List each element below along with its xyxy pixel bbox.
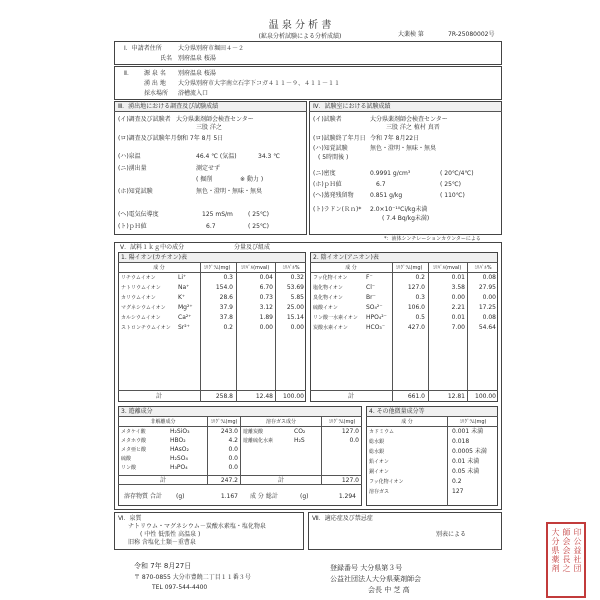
onsite-row-value: 大分県薬剤師会検査センター — [176, 116, 254, 123]
minor-name: 溶存ガス — [369, 489, 390, 495]
free-col-gas-mg: ﾐﾘｸﾞﾗﾑ(mg) — [328, 419, 356, 425]
cation-total-label: 計 — [155, 393, 162, 400]
free-mg: 0.0 — [228, 455, 238, 462]
anion-formula: HPO₄²⁻ — [366, 314, 387, 321]
anion-formula: Cl⁻ — [366, 284, 376, 291]
minor-name: 総水銀 — [369, 439, 385, 445]
cation-mval: 1.89 — [259, 314, 273, 321]
lab-row-label: (ホ)ｐＨ値 — [313, 181, 342, 188]
official-seal: 大 分 県 薬 剤 師 会 会 長 之 印 公 益 社 団 — [546, 522, 586, 598]
minor-title: 4. その他微量成分等 — [369, 408, 425, 415]
free-mg: 0.0 — [228, 446, 238, 453]
location-label: 湧 出 地 — [144, 80, 166, 87]
onsite-row-label: (ヘ)電気伝導度 — [118, 211, 159, 218]
anion-col-mg: ﾐﾘｸﾞﾗﾑ(mg) — [395, 265, 423, 271]
cation-mg: 0.2 — [223, 324, 233, 331]
minor-value: 0.018 — [452, 438, 470, 445]
cation-name: リチウムイオン — [121, 275, 156, 281]
cation-name: ナトリウムイオン — [121, 285, 161, 291]
onsite-row-label: (イ)調査及び試験者 — [118, 116, 171, 123]
free-mg: 4.2 — [228, 437, 238, 444]
cation-col-component: 成 分 — [153, 265, 165, 271]
dissolved-total-value: 1.167 — [220, 493, 238, 500]
cation-pct: 5.85 — [290, 294, 304, 301]
minor-value: 0.01 未満 — [452, 458, 480, 465]
lab-row-value2: ( 20℃/4℃) — [440, 170, 474, 177]
cation-name: マグネシウムイオン — [121, 305, 166, 311]
onsite-row-label: (ホ)知覚試験 — [118, 188, 153, 195]
source-name-label: 源 泉 名 — [144, 70, 166, 77]
cation-pct: 25.00 — [286, 304, 304, 311]
anion-mval: 7.00 — [451, 324, 465, 331]
free-name: メタホウ酸 — [121, 438, 147, 444]
gas-mg: 0.0 — [349, 437, 359, 444]
minor-name: フッ化物イオン — [369, 479, 404, 485]
lab-row-value2: ( 25℃) — [440, 181, 461, 188]
anion-mg: 0.2 — [415, 274, 425, 281]
lab-row-value: 令和 7年 8月22日 — [370, 135, 420, 142]
cation-total-mg: 258.8 — [215, 393, 233, 400]
applicant-name-label: 氏名 — [160, 55, 173, 62]
onsite-row-value2: 三股 洋之 — [196, 124, 222, 131]
minor-value: 127 — [452, 488, 464, 495]
free-col-gas: 溶存ガス成分 — [265, 419, 296, 425]
quality-line-3: 旧称 含塩化土類－重曹泉 — [128, 539, 196, 546]
issue-date: 令和 7年 8月27日 — [134, 562, 192, 570]
section-applicant — [114, 41, 502, 65]
onsite-row-value: 6.7 — [206, 223, 216, 230]
cation-pct: 0.00 — [290, 324, 304, 331]
quality-line-2: ( 中性 低張性 高温泉 ) — [140, 531, 201, 538]
cation-total-mval: 12.48 — [255, 393, 273, 400]
source-name: 別府温泉 桜湯 — [178, 70, 216, 77]
dissolved-total-label: 溶存物質 合計 — [124, 493, 162, 500]
lab-row-label: (ヘ)蒸発残留物 — [313, 192, 354, 199]
onsite-row-label: (ハ)泉温 — [118, 153, 141, 160]
minor-col-component: 成 分 — [401, 419, 413, 425]
anion-formula: HCO₃⁻ — [366, 324, 385, 331]
anion-name: 硫酸イオン — [313, 305, 338, 311]
minor-value: 0.05 未満 — [452, 468, 480, 475]
lab-row-label: (イ)試験者 — [313, 116, 342, 123]
free-col-nondiss: 非解離成分 — [150, 419, 176, 425]
cation-mval: 3.12 — [259, 304, 273, 311]
sampling-label: 採水場所 — [144, 90, 169, 97]
cation-mval: 0.73 — [259, 294, 273, 301]
free-col-mg: ﾐﾘｸﾞﾗﾑ(mg) — [210, 419, 238, 425]
anion-mg: 106.0 — [407, 304, 425, 311]
onsite-row-value: 令和 7年 8月 5日 — [176, 135, 224, 142]
chairperson: 会長 中 芝 高 — [368, 586, 410, 594]
footer-tel: TEL 097-544-4400 — [152, 584, 208, 591]
minor-name: 銅イオン — [369, 469, 389, 475]
cation-mval: 0.00 — [259, 324, 273, 331]
anion-name: フッ化物イオン — [313, 275, 348, 281]
lab-row-label: (ロ)試験終了年月日 — [313, 135, 366, 142]
minor-name: カドミウム — [369, 429, 394, 435]
gas-total-mg: 127.0 — [341, 477, 359, 484]
lab-row-value2: ( 7.4 Bq/kg未満) — [382, 215, 430, 222]
onsite-row-value: 測定せず — [196, 165, 221, 172]
free-formula: H₂SiO₃ — [170, 428, 190, 435]
cation-name: ストロンチウムイオン — [121, 325, 171, 331]
reference-number: 7R-25080002号 — [448, 31, 495, 38]
anion-col-component: 成 分 — [345, 265, 357, 271]
lab-row-value: 2.0×10⁻¹⁰Ci/kg未満 — [370, 206, 428, 213]
free-mg: 0.0 — [228, 464, 238, 471]
cation-formula: Na⁺ — [178, 284, 190, 291]
anion-name: 炭酸水素イオン — [313, 325, 348, 331]
gas-formula: CO₂ — [294, 428, 306, 435]
anion-col-mvalpct: ﾐﾘﾊﾞﾙ% — [474, 265, 492, 271]
anion-mg: 0.3 — [415, 294, 425, 301]
lab-row-label: (ト)ラドン(Ｒｎ)* — [313, 206, 362, 213]
onsite-row-value2: ( 25℃) — [248, 211, 269, 218]
minor-name: 総水銀 — [369, 449, 385, 455]
cation-mg: 28.6 — [219, 294, 233, 301]
anion-pct: 0.08 — [482, 274, 496, 281]
anion-mval: 0.01 — [451, 274, 465, 281]
indications-heading: Ⅶ．適応症及び禁忌症 — [312, 515, 373, 522]
lab-heading: Ⅳ．試験室における試験成績 — [313, 103, 391, 110]
anion-name: リン酸一水素イオン — [313, 315, 358, 321]
free-name: メタ亜ヒ酸 — [121, 447, 147, 453]
anion-mval: 0.01 — [451, 314, 465, 321]
anion-formula: Br⁻ — [366, 294, 376, 301]
free-mg: 243.0 — [220, 428, 238, 435]
cation-col-mvalpct: ﾐﾘﾊﾞﾙ% — [282, 265, 300, 271]
onsite-row-value2: 34.3 ℃ — [258, 153, 281, 160]
anion-pct: 54.64 — [478, 324, 496, 331]
radon-footnote: *：液体シンチレーションカウンターによる — [384, 236, 481, 242]
anion-mval: 3.58 — [451, 284, 465, 291]
onsite-row-value2: ( 25℃) — [248, 223, 269, 230]
cation-name: カルシウムイオン — [121, 315, 161, 321]
lab-row-label: ( 5時間後 ) — [318, 154, 349, 161]
location-value: 大分県別府市大字南立石字下コガ４１１－９、４１１－１１ — [178, 80, 341, 87]
minor-value: 0.2 — [452, 478, 462, 485]
free-formula: H₃PO₄ — [170, 464, 188, 471]
anion-total-label: 計 — [347, 393, 354, 400]
anion-total-mval: 12.81 — [447, 393, 465, 400]
free-formula: HBO₂ — [170, 437, 186, 444]
free-total-mg: 247.2 — [220, 477, 238, 484]
sampling-value: 浴槽流入口 — [178, 90, 209, 97]
onsite-row-value: 無色・澄明・無味・無臭 — [196, 188, 263, 195]
lab-row-value: 0.851 g/kg — [370, 192, 403, 199]
gas-formula: H₂S — [294, 437, 305, 444]
lab-row-label: (ハ)知覚試験 — [313, 145, 348, 152]
free-title: 3. 遊離成分 — [121, 408, 153, 415]
cation-col-mval: ﾐﾘﾊﾞﾙ(mval) — [240, 265, 270, 271]
onsite-heading: Ⅲ．湧出地における調査及び試験成績 — [118, 103, 219, 110]
free-formula: HAsO₂ — [170, 446, 189, 453]
composition-total-value: 1.294 — [338, 493, 356, 500]
cation-pct: 0.32 — [290, 274, 304, 281]
free-name: リン酸 — [121, 465, 137, 471]
cation-col-mg: ﾐﾘｸﾞﾗﾑ(mg) — [203, 265, 231, 271]
cation-formula: Mg²⁺ — [178, 304, 193, 311]
cation-formula: K⁺ — [178, 294, 186, 301]
minor-name: 鉛イオン — [369, 459, 389, 465]
quality-heading: Ⅵ．泉質 — [118, 515, 142, 522]
lab-row-value: 6.7 — [376, 181, 386, 188]
anion-pct: 0.08 — [482, 314, 496, 321]
anion-formula: SO₄²⁻ — [366, 304, 383, 311]
anion-col-mval: ﾐﾘﾊﾞﾙ(mval) — [432, 265, 462, 271]
free-total-label: 計 — [159, 477, 166, 484]
gas-total-label: 計 — [277, 477, 284, 484]
anion-pct: 27.95 — [478, 284, 496, 291]
dissolved-total-unit: (g) — [176, 493, 185, 500]
onsite-row-value: ( 掘削 — [196, 176, 213, 183]
quality-line-1: ナトリウム・マグネシウム－炭酸水素塩・塩化物泉 — [128, 523, 266, 530]
components-heading-2: 分量及び組成 — [234, 244, 271, 251]
anion-name: 塩化物イオン — [313, 285, 343, 291]
onsite-row-label: (ロ)調査及び試験年月日 — [118, 135, 183, 142]
onsite-row-value: 46.4 ℃ (気温) — [196, 153, 237, 160]
registration-number: 登録番号 大分県第３号 — [330, 564, 403, 572]
anion-mg: 127.0 — [407, 284, 425, 291]
components-heading: Ⅴ．試料１ｋｇ中の成分 — [120, 244, 185, 251]
cation-formula: Ca²⁺ — [178, 314, 192, 321]
gas-name: 遊離硫化水素 — [243, 438, 274, 444]
applicant-address: 大分県別府市堀田４－２ — [178, 45, 245, 52]
cation-formula: Li⁺ — [178, 274, 187, 281]
cation-pct: 53.69 — [286, 284, 304, 291]
anion-total-mg: 661.0 — [407, 393, 425, 400]
composition-total-unit: (g) — [300, 493, 309, 500]
anion-mval: 2.21 — [451, 304, 465, 311]
onsite-row-label: (ト)ｐＨ値 — [118, 223, 147, 230]
anion-mg: 0.5 — [415, 314, 425, 321]
footer-address: 〒 870-0855 大分市豊饒二丁目１１番３号 — [134, 574, 251, 581]
document-subtitle: (鉱泉分析試験による分析成績) — [258, 33, 342, 40]
lab-row-value: 大分県薬剤師会検査センター — [370, 116, 448, 123]
reference-label: 大薬検 第 — [398, 31, 424, 38]
cation-name: カリウムイオン — [121, 295, 156, 301]
anion-mval: 0.00 — [451, 294, 465, 301]
anion-name: 臭化物イオン — [313, 295, 343, 301]
cation-mg: 37.9 — [219, 304, 233, 311]
onsite-row-label: (ニ)湧出量 — [118, 165, 147, 172]
lab-row-value: 0.9991 g/cm³ — [370, 170, 411, 177]
anion-title: 2. 陰イオン(アニオン)表 — [313, 254, 379, 261]
cation-formula: Sr²⁺ — [178, 324, 190, 331]
cation-mval: 6.70 — [259, 284, 273, 291]
document-title: 温 泉 分 析 書 — [268, 20, 332, 31]
gas-mg: 127.0 — [341, 428, 359, 435]
cation-pct: 15.14 — [286, 314, 304, 321]
anion-pct: 17.25 — [478, 304, 496, 311]
cation-mg: 154.0 — [215, 284, 233, 291]
organization-name: 公益社団法人大分県薬剤師会 — [330, 575, 421, 583]
source-heading: Ⅱ． — [124, 70, 133, 77]
cation-mval: 0.04 — [259, 274, 273, 281]
cation-mg: 37.8 — [219, 314, 233, 321]
cation-title: 1. 陽イオン(カチオン)表 — [121, 254, 188, 261]
applicant-heading: Ⅰ．申請者住所 — [124, 45, 162, 52]
onsite-row-value: 125 mS/m — [202, 211, 233, 218]
cation-mg: 0.3 — [223, 274, 233, 281]
minor-value: 0.001 未満 — [452, 428, 484, 435]
gas-name: 遊離炭酸 — [243, 429, 264, 435]
minor-value: 0.0005 未満 — [452, 448, 487, 455]
minor-col-mg: ﾐﾘｸﾞﾗﾑ(mg) — [459, 419, 487, 425]
applicant-name: 別府温泉 桜湯 — [178, 55, 216, 62]
lab-row-value2: 三股 洋之 植村 真晋 — [386, 124, 440, 131]
onsite-row-value2: ※ 動力 ) — [240, 176, 264, 183]
lab-row-value: 無色・澄明・無味・無臭 — [370, 145, 437, 152]
indications-body: 別表による — [436, 531, 467, 538]
cation-total-pct: 100.00 — [283, 393, 304, 400]
anion-total-pct: 100.00 — [475, 393, 496, 400]
free-name: 硫酸 — [121, 456, 132, 462]
lab-row-value2: ( 110℃) — [440, 192, 465, 199]
free-name: メタケイ酸 — [121, 429, 146, 435]
anion-pct: 0.00 — [482, 294, 496, 301]
anion-formula: F⁻ — [366, 274, 373, 281]
composition-total-label: 成 分 総計 — [250, 493, 278, 500]
free-formula: H₂SO₄ — [170, 455, 188, 462]
lab-row-label: (ニ)密度 — [313, 170, 336, 177]
anion-mg: 427.0 — [407, 324, 425, 331]
